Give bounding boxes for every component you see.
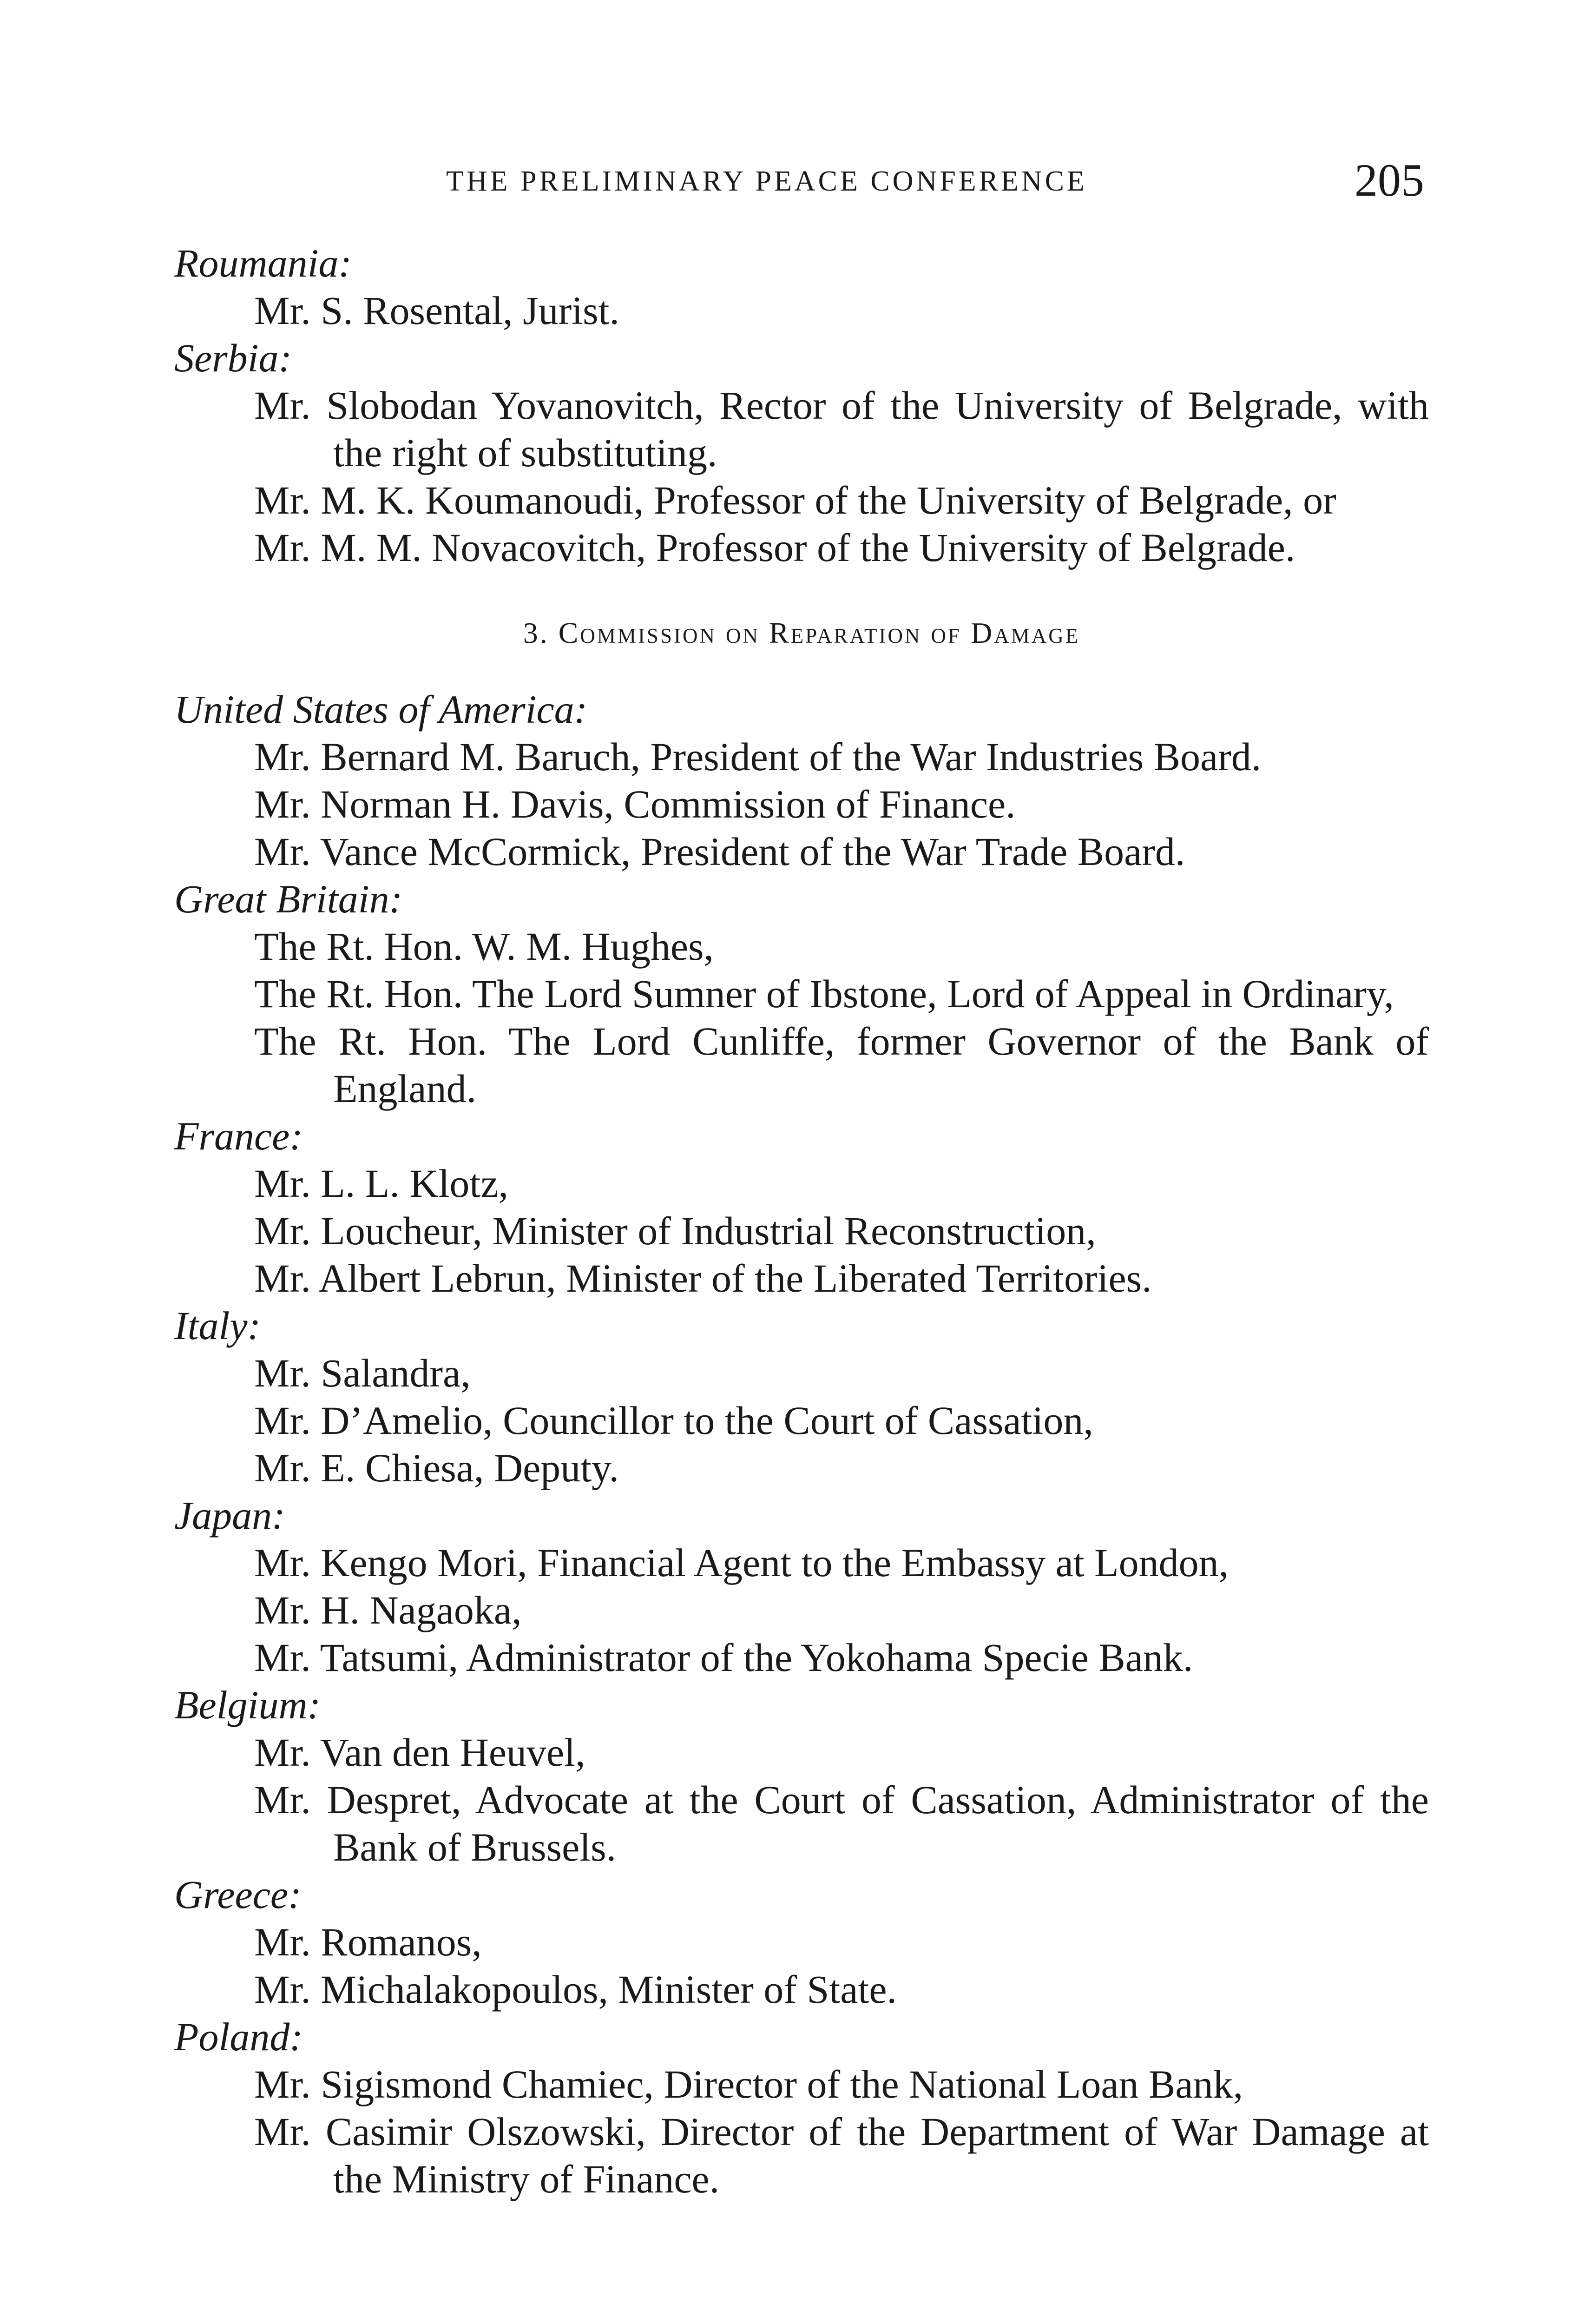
member-entry: Mr. Bernard M. Baruch, President of the War Industries Board. [254,734,1262,779]
country-block [174,334,1429,571]
country-block [174,1871,1429,2013]
member-entry: Mr. Slobodan Yovanovitch, Rector of the University of Belgrade, with the right of substituting. [254,383,1429,475]
member-entry: Mr. M. M. Novacovitch, Professor of the University of Belgrade. [254,525,1295,570]
country-block [174,1681,1429,1871]
member-entry: Mr. Romanos, [254,1920,482,1964]
member-entry: Mr. D’Amelio, Councillor to the Court of Cassation, [254,1398,1093,1443]
member-entry: The Rt. Hon. The Lord Cunliffe, former Governor of the Bank of England. [254,1019,1429,1111]
member-entry: Mr. Sigismond Chamiec, Director of the National Loan Bank, [254,2062,1243,2106]
country-heading: Great Britain: [174,877,403,921]
commission-members-continued [174,239,1429,571]
country-heading: Italy: [174,1303,261,1348]
running-head: THE PRELIMINARY PEACE CONFERENCE [446,165,1087,197]
member-entry: Mr. Tatsumi, Administrator of the Yokohama Specie Bank. [254,1635,1193,1680]
member-entry: Mr. S. Rosental, Jurist. [254,288,620,333]
country-block [174,1302,1429,1492]
member-entry: The Rt. Hon. W. M. Hughes, [254,924,714,969]
member-entry: The Rt. Hon. The Lord Sumner of Ibstone, Lord of Appeal in Ordinary, [254,971,1394,1016]
member-entry: Mr. Van den Heuvel, [254,1730,585,1775]
member-entry: Mr. L. L. Klotz, [254,1161,508,1206]
country-heading: Roumania: [174,241,352,285]
member-entry: Mr. H. Nagaoka, [254,1588,522,1632]
country-heading: United States of America: [174,687,588,732]
member-entry: Mr. Despret, Advocate at the Court of Cassation, Administrator of the Bank of Brussels. [254,1777,1429,1869]
country-block [174,686,1429,875]
country-heading: Japan: [174,1493,285,1538]
member-entry: Mr. Michalakopoulos, Minister of State. [254,1967,897,2012]
member-entry: Mr. Loucheur, Minister of Industrial Reconstruction, [254,1208,1096,1253]
country-heading: Serbia: [174,336,292,380]
country-block [174,875,1429,1112]
page-number: 205 [1354,154,1424,206]
member-entry: Mr. Vance McCormick, President of the War Trade Board. [254,829,1185,874]
country-heading: France: [174,1114,303,1158]
country-heading: Greece: [174,1872,302,1917]
page-body [174,239,1429,2203]
country-block [174,1112,1429,1302]
member-entry: Mr. Casimir Olszowski, Director of the Department of War Damage at the Ministry of Finance. [254,2109,1429,2201]
country-heading: Belgium: [174,1683,321,1727]
country-block [174,239,1429,334]
member-entry: Mr. M. K. Koumanoudi, Professor of the University of Belgrade, or [254,478,1336,522]
member-entry: Mr. Kengo Mori, Financial Agent to the Embassy at London, [254,1540,1229,1585]
reparation-commission-members [174,686,1429,2203]
member-entry: Mr. Salandra, [254,1351,471,1395]
country-heading: Poland: [174,2014,303,2059]
country-block [174,1492,1429,1681]
member-entry: Mr. Albert Lebrun, Minister of the Liberated Territories. [254,1256,1152,1301]
country-block [174,2013,1429,2203]
section-heading: 3. Commission on Reparation of Damage [523,616,1080,649]
member-entry: Mr. E. Chiesa, Deputy. [254,1446,619,1490]
member-entry: Mr. Norman H. Davis, Commission of Finance. [254,782,1016,826]
